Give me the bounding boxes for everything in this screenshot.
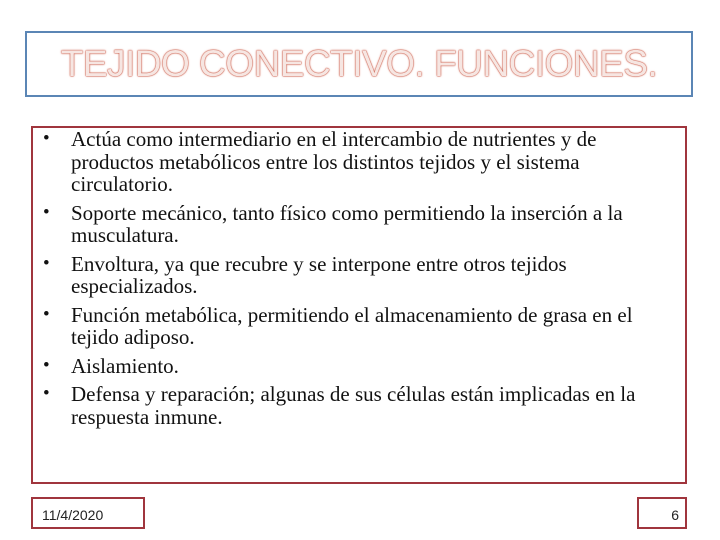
title-box <box>25 31 693 97</box>
bullet-icon: • <box>43 252 50 274</box>
bullet-text: Defensa y reparación; algunas de sus células están implicadas en la respuesta inmune. <box>71 382 636 429</box>
bullet-item <box>41 304 671 349</box>
slide-title: TEJIDO CONECTIVO. FUNCIONES. <box>60 43 658 84</box>
footer-date: 11/4/2020 <box>31 497 145 529</box>
bullet-icon: • <box>43 128 50 149</box>
bullet-text: Envoltura, ya que recubre y se interpone entre otros tejidos especializados. <box>71 251 567 298</box>
bullet-text: Función metabólica, permitiendo el almacenamiento de grasa en el tejido adiposo. <box>71 302 633 349</box>
bullet-item <box>41 202 671 247</box>
bullet-text: Soporte mecánico, tanto físico como permitiendo la inserción a la musculatura. <box>71 200 623 247</box>
bullet-item <box>41 383 671 428</box>
bullet-icon: • <box>43 303 50 325</box>
bullet-item <box>41 355 671 378</box>
bullet-item <box>41 253 671 298</box>
bullet-list <box>41 128 671 434</box>
bullet-item <box>41 128 671 196</box>
bullet-text: Aislamiento. <box>71 353 179 378</box>
bullet-icon: • <box>43 201 50 223</box>
bullet-icon: • <box>43 383 50 404</box>
footer-page-number: 6 <box>637 497 687 529</box>
bullet-icon: • <box>43 354 50 376</box>
bullet-text: Actúa como intermediario en el intercambio de nutrientes y de productos metabólicos entre los distintos tejidos y el sistema circulatorio. <box>71 127 597 196</box>
content-box <box>31 126 687 484</box>
